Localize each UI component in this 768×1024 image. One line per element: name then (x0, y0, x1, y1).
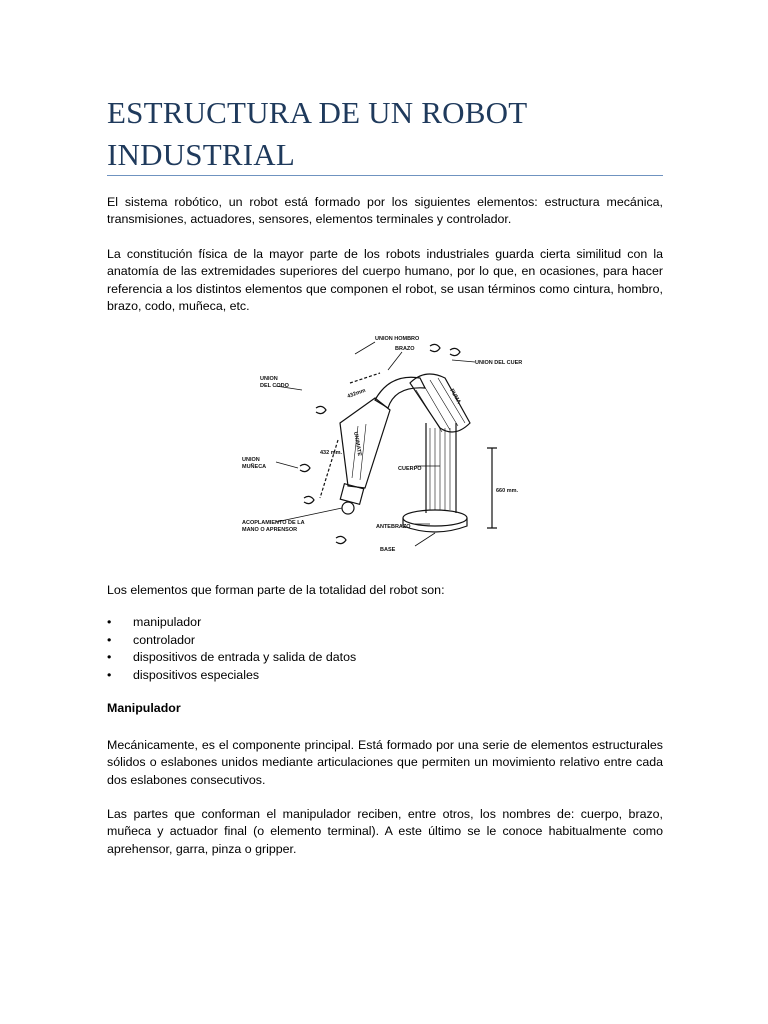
robot-drawing (276, 342, 497, 546)
label-union-codo-2: DEL CODO (260, 383, 289, 389)
label-antebrazo: ANTEBRAZO (376, 524, 411, 530)
label-puma: PUMA (448, 388, 462, 406)
rotation-arrow-wrist (300, 464, 310, 471)
paragraph-anatomy: La constitución física de la mayor parte de los robots industriales guarda cierta similitud con la anatomía de las extremidades superiores del cuerpo humano, por lo que, en ocasiones, para hacer referencia a los distintos elementos que componen el robot, se usan términos como cintura, hombro, brazo, codo, muñeca, etc. (107, 247, 663, 314)
document-title (107, 92, 667, 176)
list-item (107, 649, 356, 667)
bullet-icon: • (107, 632, 112, 647)
label-cuerpo: CUERPO (398, 466, 422, 472)
paragraph-partes: Las partes que conforman el manipulador reciben, entre otros, los nombres de: cuerpo, brazo, muñeca y actuador final (o elemento terminal). A este último se le conoce habitualmente como aprehensor, garra, pinza o gripper. (107, 807, 663, 856)
paragraph-elements-intro: Los elementos que forman parte de la totalidad del robot son: (107, 583, 445, 597)
title-line-1: ESTRUCTURA DE UN ROBOT (107, 95, 528, 130)
body-column (426, 423, 456, 513)
label-acoplamiento-1: ACOPLAMIENTO DE LA (242, 520, 305, 526)
label-432-top: 432mm (346, 387, 367, 400)
gripper (342, 502, 354, 514)
list-item-label: dispositivos especiales (133, 667, 260, 682)
label-union-hombro: UNION HOMBRO (375, 336, 420, 342)
shoulder-cylinder (410, 374, 470, 432)
paragraph-intro: El sistema robótico, un robot está formado por los siguientes elementos: estructura mecánica, transmisiones, actuadores, sensores, elementos terminales y controlador. (107, 195, 663, 227)
diagram-labels (242, 336, 522, 553)
title-line-2: INDUSTRIAL (107, 137, 295, 172)
label-660: 660 mm. (496, 488, 519, 494)
label-union-muneca-2: MUÑECA (242, 464, 267, 470)
rotation-arrow-elbow (316, 406, 326, 413)
rotation-arrow-body (450, 348, 460, 355)
elements-list (107, 614, 356, 684)
list-item-label: dispositivos de entrada y salida de datos (133, 650, 357, 664)
label-union-codo-1: UNION (260, 376, 278, 382)
list-item (107, 632, 356, 650)
section-heading-manipulador: Manipulador (107, 701, 181, 715)
forearm (340, 398, 390, 488)
base-side (403, 518, 467, 532)
dimension-forearm (320, 440, 338, 498)
list-item (107, 614, 356, 632)
label-432-mid: 432 mm. (320, 450, 343, 456)
label-union-muneca-1: UNION (242, 457, 260, 463)
bullet-icon: • (107, 615, 112, 629)
bullet-icon: • (107, 667, 112, 682)
robot-diagram (230, 328, 550, 560)
rotation-arrow-wrist-2 (304, 496, 314, 503)
dimension-arm (350, 373, 380, 383)
rotation-arrow-gripper (336, 536, 346, 543)
title-divider (107, 175, 663, 176)
bullet-icon: • (107, 650, 112, 664)
label-unimate: UNIMATE (352, 431, 363, 457)
list-item-label: manipulador (133, 615, 202, 629)
list-item-label: controlador (133, 632, 195, 647)
paragraph-manipulador: Mecánicamente, es el componente principal. Está formado por una serie de elementos estructurales sólidos o eslabones unidos mediante articulaciones que permiten un movimiento relativo entre cada dos eslabones consecutivos. (107, 738, 663, 787)
list-item (107, 667, 356, 685)
base-shape (403, 510, 467, 526)
label-brazo: BRAZO (395, 346, 415, 352)
label-acoplamiento-2: MANO O APRENSOR (242, 527, 298, 533)
rotation-arrow-shoulder (430, 344, 440, 351)
body-ribs (430, 428, 450, 510)
label-union-cuerpo: UNION DEL CUER (475, 360, 523, 366)
shoulder-ribs (416, 378, 465, 432)
label-base: BASE (380, 547, 396, 553)
